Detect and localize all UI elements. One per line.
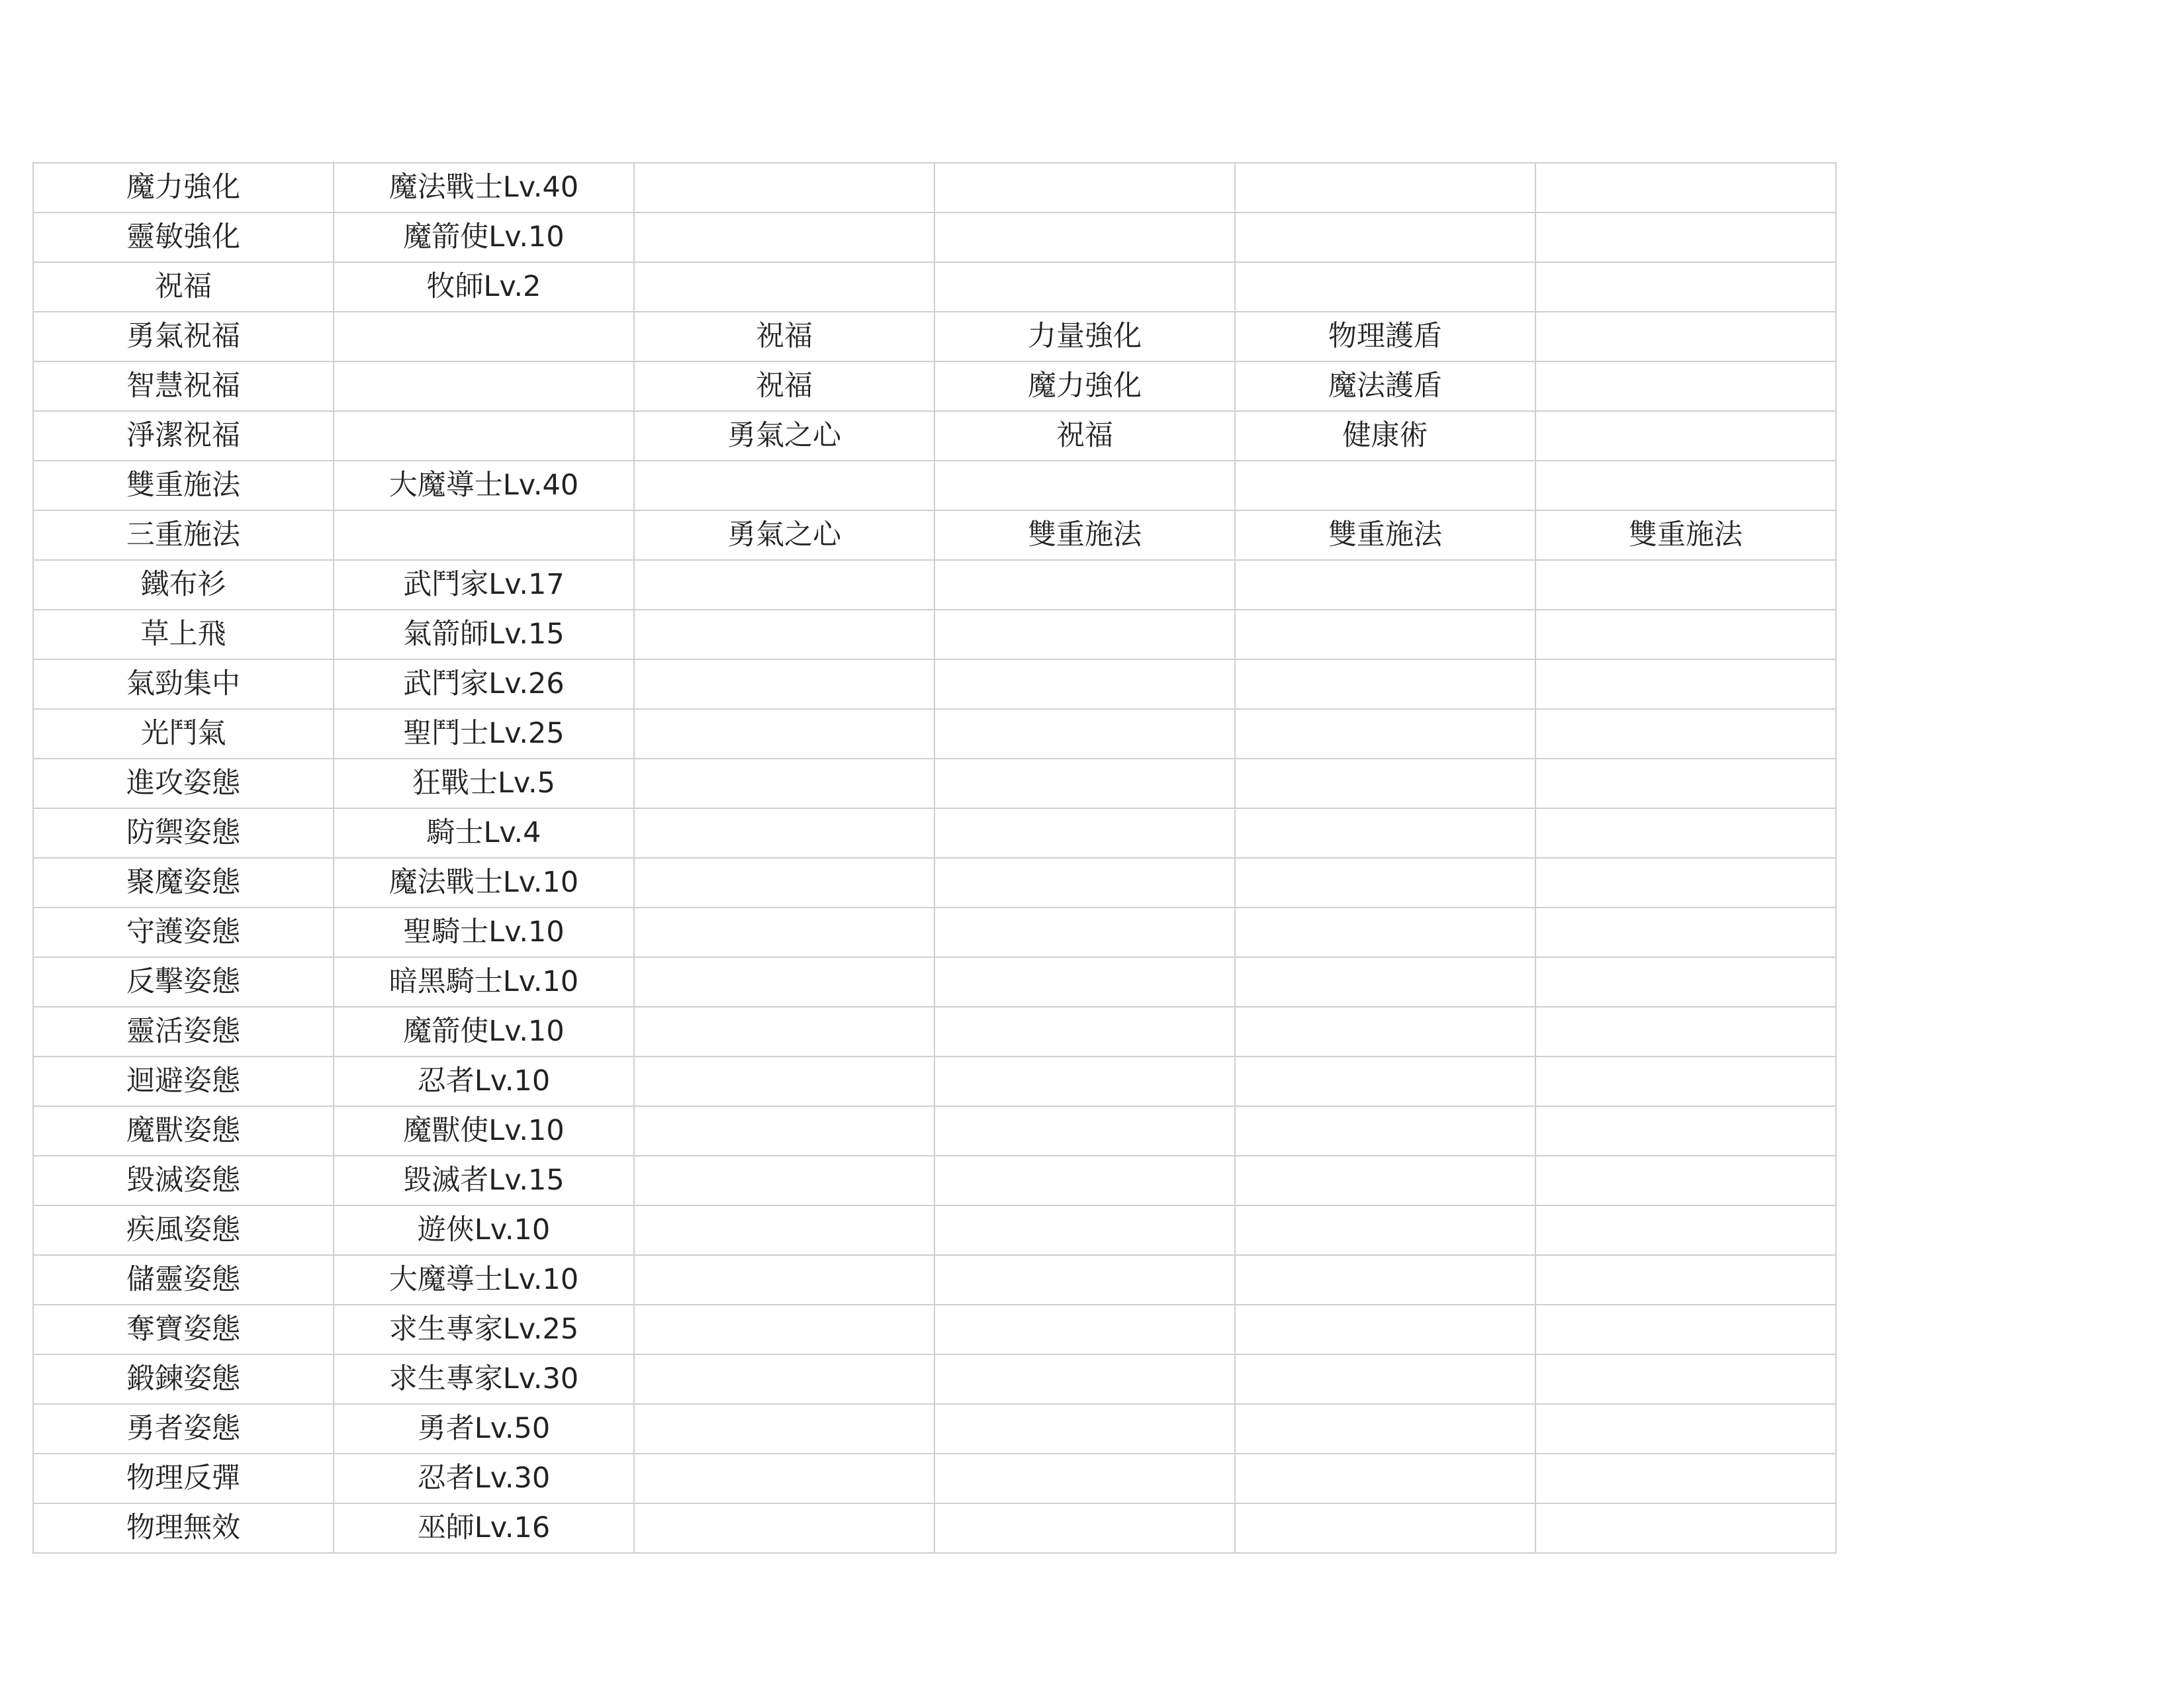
prereq-skill-1-cell — [634, 759, 934, 808]
prereq-skill-3-cell — [1235, 163, 1535, 212]
table-row — [33, 1503, 1836, 1553]
prereq-skill-3-cell — [1235, 1305, 1535, 1354]
prereq-skill-2-cell: 雙重施法 — [934, 510, 1235, 560]
prereq-skill-2-cell — [934, 163, 1235, 212]
skill-name-cell: 鍛鍊姿態 — [33, 1354, 334, 1404]
prereq-skill-4-cell — [1535, 808, 1836, 858]
prereq-skill-2-cell — [934, 1454, 1235, 1503]
prereq-skill-1-cell: 祝福 — [634, 312, 934, 361]
table-row — [33, 957, 1836, 1007]
table-row — [33, 1007, 1836, 1056]
prereq-skill-1-cell: 勇氣之心 — [634, 510, 934, 560]
skill-name-cell: 物理無效 — [33, 1503, 334, 1553]
prereq-skill-1-cell — [634, 610, 934, 659]
prereq-skill-4-cell — [1535, 1106, 1836, 1156]
table-row — [33, 163, 1836, 212]
table-row — [33, 808, 1836, 858]
job-requirement-cell — [334, 312, 634, 361]
prereq-skill-4-cell — [1535, 709, 1836, 759]
prereq-skill-4-cell — [1535, 212, 1836, 262]
prereq-skill-4-cell — [1535, 759, 1836, 808]
skill-name-cell: 迴避姿態 — [33, 1056, 334, 1106]
prereq-skill-2-cell — [934, 1305, 1235, 1354]
prereq-skill-4-cell — [1535, 1205, 1836, 1255]
skill-name-cell: 勇氣祝福 — [33, 312, 334, 361]
job-requirement-cell: 大魔導士Lv.40 — [334, 461, 634, 510]
prereq-skill-3-cell — [1235, 808, 1535, 858]
prereq-skill-2-cell — [934, 709, 1235, 759]
job-requirement-cell: 大魔導士Lv.10 — [334, 1255, 634, 1305]
skill-name-cell: 氣勁集中 — [33, 659, 334, 709]
skill-name-cell: 淨潔祝福 — [33, 411, 334, 461]
table-row — [33, 262, 1836, 312]
prereq-skill-2-cell — [934, 858, 1235, 908]
job-requirement-cell: 遊俠Lv.10 — [334, 1205, 634, 1255]
table-row — [33, 1454, 1836, 1503]
skill-name-cell: 鐵布衫 — [33, 560, 334, 610]
prereq-skill-1-cell — [634, 1007, 934, 1056]
table-row — [33, 1156, 1836, 1205]
table-row — [33, 709, 1836, 759]
skill-name-cell: 奪寶姿態 — [33, 1305, 334, 1354]
skill-name-cell: 靈活姿態 — [33, 1007, 334, 1056]
job-requirement-cell — [334, 361, 634, 411]
job-requirement-cell: 聖騎士Lv.10 — [334, 908, 634, 957]
prereq-skill-4-cell — [1535, 1305, 1836, 1354]
job-requirement-cell: 忍者Lv.30 — [334, 1454, 634, 1503]
skill-name-cell: 疾風姿態 — [33, 1205, 334, 1255]
prereq-skill-3-cell — [1235, 1404, 1535, 1454]
skill-name-cell: 智慧祝福 — [33, 361, 334, 411]
prereq-skill-2-cell — [934, 759, 1235, 808]
job-requirement-cell: 魔法戰士Lv.10 — [334, 858, 634, 908]
skill-name-cell: 儲靈姿態 — [33, 1255, 334, 1305]
prereq-skill-4-cell — [1535, 858, 1836, 908]
table-body — [33, 163, 1836, 1553]
prereq-skill-1-cell — [634, 212, 934, 262]
job-requirement-cell: 狂戰士Lv.5 — [334, 759, 634, 808]
table-row — [33, 1205, 1836, 1255]
job-requirement-cell: 求生專家Lv.30 — [334, 1354, 634, 1404]
prereq-skill-3-cell — [1235, 759, 1535, 808]
prereq-skill-1-cell — [634, 1056, 934, 1106]
prereq-skill-1-cell — [634, 709, 934, 759]
prereq-skill-3-cell — [1235, 1503, 1535, 1553]
prereq-skill-3-cell — [1235, 1156, 1535, 1205]
prereq-skill-4-cell — [1535, 361, 1836, 411]
prereq-skill-4-cell — [1535, 1156, 1836, 1205]
prereq-skill-2-cell — [934, 212, 1235, 262]
prereq-skill-3-cell — [1235, 1007, 1535, 1056]
prereq-skill-1-cell — [634, 957, 934, 1007]
prereq-skill-4-cell — [1535, 1454, 1836, 1503]
prereq-skill-2-cell — [934, 1503, 1235, 1553]
skill-name-cell: 草上飛 — [33, 610, 334, 659]
prereq-skill-2-cell — [934, 808, 1235, 858]
prereq-skill-3-cell — [1235, 908, 1535, 957]
job-requirement-cell: 魔獸使Lv.10 — [334, 1106, 634, 1156]
prereq-skill-2-cell — [934, 1056, 1235, 1106]
skill-name-cell: 毀滅姿態 — [33, 1156, 334, 1205]
prereq-skill-3-cell: 雙重施法 — [1235, 510, 1535, 560]
prereq-skill-1-cell — [634, 1255, 934, 1305]
prereq-skill-4-cell — [1535, 1503, 1836, 1553]
prereq-skill-3-cell — [1235, 610, 1535, 659]
table-row — [33, 1305, 1836, 1354]
prereq-skill-3-cell — [1235, 1205, 1535, 1255]
prereq-skill-2-cell — [934, 1007, 1235, 1056]
skill-name-cell: 勇者姿態 — [33, 1404, 334, 1454]
prereq-skill-2-cell — [934, 659, 1235, 709]
prereq-skill-2-cell: 魔力強化 — [934, 361, 1235, 411]
prereq-skill-3-cell — [1235, 709, 1535, 759]
prereq-skill-1-cell — [634, 163, 934, 212]
prereq-skill-4-cell — [1535, 957, 1836, 1007]
prereq-skill-2-cell — [934, 461, 1235, 510]
table-row — [33, 560, 1836, 610]
job-requirement-cell: 毀滅者Lv.15 — [334, 1156, 634, 1205]
prereq-skill-2-cell — [934, 1205, 1235, 1255]
job-requirement-cell: 暗黑騎士Lv.10 — [334, 957, 634, 1007]
table-row — [33, 610, 1836, 659]
prereq-skill-4-cell — [1535, 1056, 1836, 1106]
prereq-skill-4-cell — [1535, 312, 1836, 361]
prereq-skill-3-cell — [1235, 1354, 1535, 1404]
prereq-skill-4-cell — [1535, 411, 1836, 461]
prereq-skill-4-cell — [1535, 610, 1836, 659]
skill-name-cell: 物理反彈 — [33, 1454, 334, 1503]
prereq-skill-3-cell: 物理護盾 — [1235, 312, 1535, 361]
table-row — [33, 858, 1836, 908]
skill-name-cell: 光鬥氣 — [33, 709, 334, 759]
prereq-skill-1-cell — [634, 1503, 934, 1553]
prereq-skill-3-cell: 健康術 — [1235, 411, 1535, 461]
prereq-skill-3-cell — [1235, 1255, 1535, 1305]
prereq-skill-4-cell: 雙重施法 — [1535, 510, 1836, 560]
prereq-skill-1-cell — [634, 1305, 934, 1354]
table-row — [33, 312, 1836, 361]
skill-name-cell: 守護姿態 — [33, 908, 334, 957]
table-row — [33, 411, 1836, 461]
job-requirement-cell: 魔法戰士Lv.40 — [334, 163, 634, 212]
prereq-skill-4-cell — [1535, 659, 1836, 709]
prereq-skill-4-cell — [1535, 163, 1836, 212]
skill-name-cell: 祝福 — [33, 262, 334, 312]
prereq-skill-4-cell — [1535, 1354, 1836, 1404]
prereq-skill-2-cell — [934, 262, 1235, 312]
skill-name-cell: 魔力強化 — [33, 163, 334, 212]
prereq-skill-2-cell — [934, 1354, 1235, 1404]
prereq-skill-3-cell — [1235, 957, 1535, 1007]
prereq-skill-1-cell — [634, 659, 934, 709]
prereq-skill-1-cell — [634, 808, 934, 858]
table-row — [33, 461, 1836, 510]
prereq-skill-2-cell: 祝福 — [934, 411, 1235, 461]
table-row — [33, 361, 1836, 411]
job-requirement-cell: 武鬥家Lv.26 — [334, 659, 634, 709]
skill-name-cell: 靈敏強化 — [33, 212, 334, 262]
table-row — [33, 659, 1836, 709]
prereq-skill-3-cell — [1235, 1056, 1535, 1106]
prereq-skill-1-cell — [634, 262, 934, 312]
skill-name-cell: 反擊姿態 — [33, 957, 334, 1007]
prereq-skill-1-cell — [634, 1454, 934, 1503]
job-requirement-cell: 聖鬥士Lv.25 — [334, 709, 634, 759]
table-row — [33, 908, 1836, 957]
job-requirement-cell: 騎士Lv.4 — [334, 808, 634, 858]
skill-requirements-table — [32, 162, 1837, 1554]
prereq-skill-2-cell — [934, 908, 1235, 957]
prereq-skill-1-cell — [634, 1156, 934, 1205]
skill-name-cell: 魔獸姿態 — [33, 1106, 334, 1156]
table-row — [33, 212, 1836, 262]
table-row — [33, 1354, 1836, 1404]
table-row — [33, 510, 1836, 560]
prereq-skill-2-cell — [934, 560, 1235, 610]
prereq-skill-1-cell: 勇氣之心 — [634, 411, 934, 461]
prereq-skill-1-cell — [634, 858, 934, 908]
job-requirement-cell: 牧師Lv.2 — [334, 262, 634, 312]
prereq-skill-2-cell — [934, 610, 1235, 659]
prereq-skill-3-cell — [1235, 212, 1535, 262]
prereq-skill-2-cell — [934, 1156, 1235, 1205]
prereq-skill-4-cell — [1535, 461, 1836, 510]
prereq-skill-3-cell — [1235, 1454, 1535, 1503]
skill-name-cell: 聚魔姿態 — [33, 858, 334, 908]
prereq-skill-1-cell — [634, 461, 934, 510]
job-requirement-cell: 武鬥家Lv.17 — [334, 560, 634, 610]
prereq-skill-1-cell — [634, 560, 934, 610]
table-row — [33, 1056, 1836, 1106]
prereq-skill-2-cell — [934, 1255, 1235, 1305]
prereq-skill-3-cell — [1235, 262, 1535, 312]
prereq-skill-1-cell — [634, 1106, 934, 1156]
job-requirement-cell: 求生專家Lv.25 — [334, 1305, 634, 1354]
job-requirement-cell: 魔箭使Lv.10 — [334, 212, 634, 262]
prereq-skill-4-cell — [1535, 1255, 1836, 1305]
table-row — [33, 759, 1836, 808]
prereq-skill-1-cell — [634, 1354, 934, 1404]
prereq-skill-1-cell — [634, 908, 934, 957]
prereq-skill-2-cell: 力量強化 — [934, 312, 1235, 361]
prereq-skill-1-cell — [634, 1404, 934, 1454]
skill-name-cell: 三重施法 — [33, 510, 334, 560]
job-requirement-cell — [334, 510, 634, 560]
job-requirement-cell: 巫師Lv.16 — [334, 1503, 634, 1553]
job-requirement-cell — [334, 411, 634, 461]
table-row — [33, 1106, 1836, 1156]
prereq-skill-2-cell — [934, 957, 1235, 1007]
prereq-skill-4-cell — [1535, 1404, 1836, 1454]
prereq-skill-1-cell — [634, 1205, 934, 1255]
prereq-skill-4-cell — [1535, 908, 1836, 957]
prereq-skill-2-cell — [934, 1106, 1235, 1156]
table-row — [33, 1404, 1836, 1454]
skill-name-cell: 進攻姿態 — [33, 759, 334, 808]
prereq-skill-3-cell — [1235, 858, 1535, 908]
prereq-skill-3-cell — [1235, 1106, 1535, 1156]
job-requirement-cell: 勇者Lv.50 — [334, 1404, 634, 1454]
skill-name-cell: 雙重施法 — [33, 461, 334, 510]
prereq-skill-3-cell — [1235, 461, 1535, 510]
job-requirement-cell: 魔箭使Lv.10 — [334, 1007, 634, 1056]
prereq-skill-3-cell — [1235, 560, 1535, 610]
prereq-skill-4-cell — [1535, 262, 1836, 312]
skill-name-cell: 防禦姿態 — [33, 808, 334, 858]
prereq-skill-3-cell: 魔法護盾 — [1235, 361, 1535, 411]
prereq-skill-4-cell — [1535, 1007, 1836, 1056]
job-requirement-cell: 氣箭師Lv.15 — [334, 610, 634, 659]
job-requirement-cell: 忍者Lv.10 — [334, 1056, 634, 1106]
prereq-skill-4-cell — [1535, 560, 1836, 610]
prereq-skill-2-cell — [934, 1404, 1235, 1454]
prereq-skill-3-cell — [1235, 659, 1535, 709]
prereq-skill-1-cell: 祝福 — [634, 361, 934, 411]
table-row — [33, 1255, 1836, 1305]
